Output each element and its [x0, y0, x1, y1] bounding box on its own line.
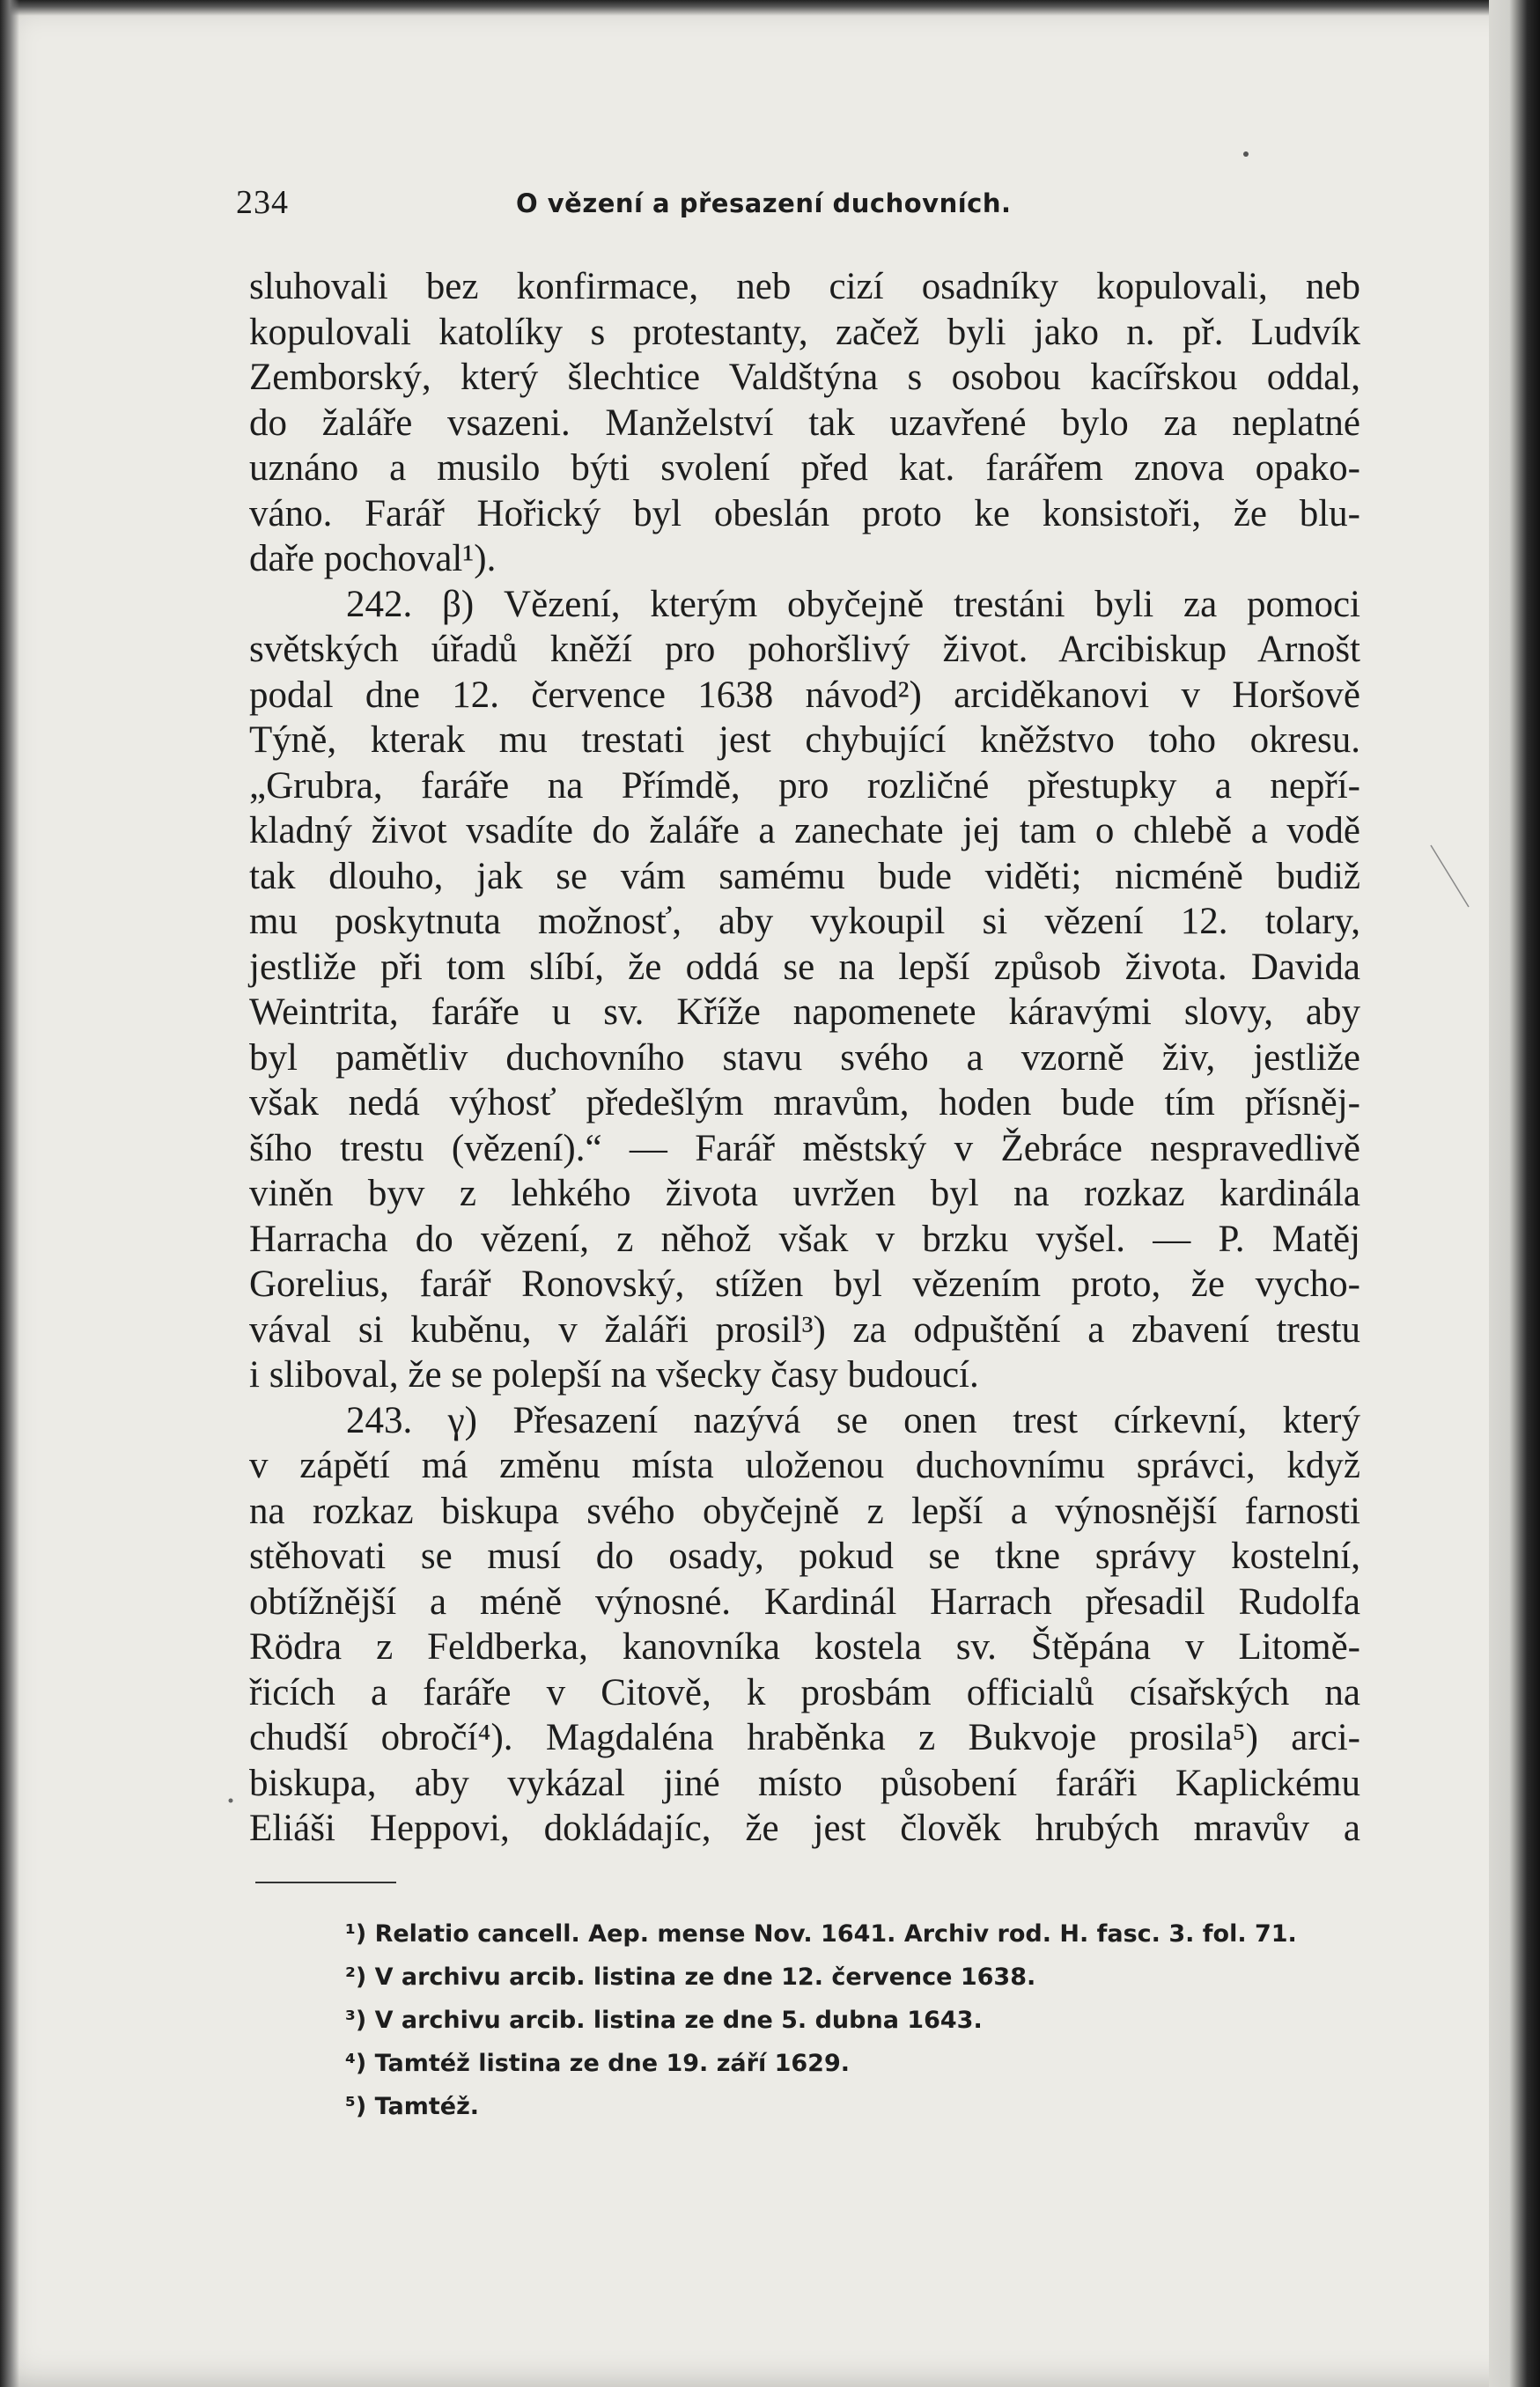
footnote: ¹) Relatio cancell. Aep. mense Nov. 1641. Archiv rod. H. fasc. 3. fol. 71.: [345, 1920, 1297, 1948]
text-line: řicích a faráře v Citově, k prosbám officialů císařských na: [249, 1671, 1360, 1713]
body-text: [249, 264, 1360, 1852]
speck-mark: [1243, 151, 1249, 157]
text-line: jestliže při tom slíbí, že oddá se na lepší způsob života. Davida: [249, 946, 1360, 988]
scan-edge-right: [1489, 0, 1540, 2387]
text-line: v zápětí má změnu místa uloženou duchovnímu správci, když: [249, 1445, 1360, 1486]
text-line: vával si kuběnu, v žaláři prosil³) za odpuštění a zbavení trestu: [249, 1308, 1360, 1351]
page-header: [236, 183, 1363, 236]
footnote: ⁴) Tamtéž listina ze dne 19. září 1629.: [345, 2050, 850, 2077]
text-line: mu poskytnuta možnosť, aby vykoupil si vězení 12. tolary,: [249, 901, 1360, 942]
scan-edge-left: [0, 0, 19, 2387]
text-line: 243. γ) Přesazení nazývá se onen trest církevní, který: [346, 1399, 1360, 1441]
text-line: Rödra z Feldberka, kanovníka kostela sv. Štěpána v Litomě-: [249, 1626, 1360, 1668]
text-line: 242. β) Vězení, kterým obyčejně trestáni byli za pomoci: [346, 583, 1360, 625]
text-line: sluhovali bez konfirmace, neb cizí osadníky kopulovali, neb: [249, 266, 1360, 307]
text-line: Týně, kterak mu trestati jest chybující kněžstvo toho okresu.: [249, 719, 1360, 761]
speck-mark: [229, 1799, 233, 1803]
text-line: světských úřadů kněží pro pohoršlivý život. Arcibiskup Arnošt: [249, 629, 1360, 670]
scan-edge-top: [0, 0, 1540, 16]
text-line: daře pochoval¹).: [249, 538, 497, 579]
text-line: tak dlouho, jak se vám samému bude viděti; nicméně budiž: [249, 855, 1360, 897]
footnotes: [345, 1912, 1358, 2128]
text-line: podal dne 12. července 1638 návod²) arciděkanovi v Horšově: [249, 674, 1360, 716]
text-line: Harracha do vězení, z něhož však v brzku vyšel. — P. Matěj: [249, 1218, 1360, 1260]
text-line: do žaláře vsazeni. Manželství tak uzavřené bylo za neplatné: [249, 402, 1360, 444]
footnote: ³) V archivu arcib. listina ze dne 5. dubna 1643.: [345, 2007, 983, 2034]
text-line: kopulovali katolíky s protestanty, začež byli jako n. př. Ludvík: [249, 311, 1360, 353]
speck-mark: [1431, 845, 1469, 907]
text-line: však nedá výhosť předešlým mravům, hoden bude tím přísněj-: [249, 1082, 1360, 1124]
text-line: i sliboval, že se polepší na všecky časy budoucí.: [249, 1354, 979, 1396]
text-line: Gorelius, farář Ronovský, stížen byl vězením proto, že vycho-: [249, 1263, 1360, 1305]
text-line: Zemborský, který šlechtice Valdštýna s osobou kacířskou oddal,: [249, 357, 1360, 398]
footnote: ²) V archivu arcib. listina ze dne 12. července 1638.: [345, 1963, 1036, 1991]
page-number: 234: [236, 184, 289, 221]
text-line: na rozkaz biskupa svého obyčejně z lepší a výnosnější farnosti: [249, 1490, 1360, 1532]
footnote-divider: [255, 1882, 396, 1883]
text-line: viněn byv z lehkého života uvržen byl na rozkaz kardinála: [249, 1173, 1360, 1214]
text-line: byl pamětliv duchovního stavu svého a vzorně živ, jestliže: [249, 1036, 1360, 1079]
text-line: „Grubra, faráře na Přímdě, pro rozličné přestupky a nepří-: [249, 764, 1360, 807]
text-line: kladný život vsadíte do žaláře a zanechate jej tam o chlebě a vodě: [249, 810, 1360, 851]
text-line: uznáno a musilo býti svolení před kat. farářem znova opako-: [249, 447, 1360, 489]
text-line: Eliáši Heppovi, dokládajíc, že jest člověk hrubých mravův a: [249, 1808, 1360, 1849]
text-line: váno. Farář Hořický byl obeslán proto ke konsistoři, že blu-: [249, 492, 1360, 534]
footnote: ⁵) Tamtéž.: [345, 2093, 480, 2120]
text-line: biskupa, aby vykázal jiné místo působení faráři Kaplickému: [249, 1762, 1360, 1804]
running-head: O vězení a přesazení duchovních.: [516, 188, 1012, 218]
text-line: šího trestu (vězení).“ — Farář městský v Žebráce nespravedlivě: [249, 1127, 1360, 1169]
text-line: stěhovati se musí do osady, pokud se tkne správy kostelní,: [249, 1536, 1360, 1577]
text-line: chudší obročí⁴). Magdaléna hraběnka z Bukvoje prosila⁵) arci-: [249, 1717, 1360, 1758]
text-line: obtížnější a méně výnosné. Kardinál Harrach přesadil Rudolfa: [249, 1580, 1360, 1623]
text-line: Weintrita, faráře u sv. Kříže napomenete káravými slovy, aby: [249, 991, 1360, 1033]
